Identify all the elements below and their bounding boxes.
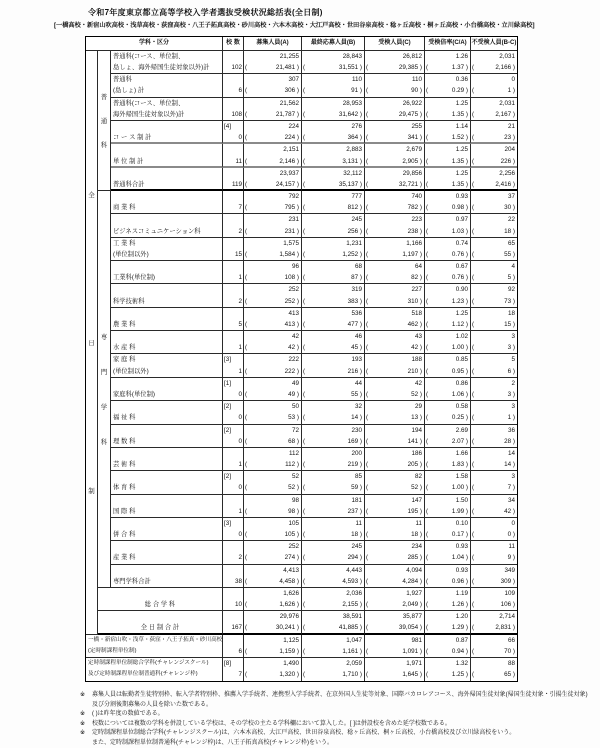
col-examinees: 110 ( 90 )	[365, 74, 425, 97]
col-examinees: 518 ( 462 )	[365, 308, 425, 331]
schools-count: 1	[223, 261, 244, 284]
footnote-item: ※ ( )は昨年度の数値である。	[80, 711, 164, 718]
row-label: 併 合 科	[111, 518, 223, 541]
schools-count: 2	[223, 284, 244, 307]
col-recruit: 29,976 ( 30,241 )	[244, 611, 302, 634]
schools-count: 15	[223, 238, 244, 261]
col-ratio: 1.25 ( 1.35 )	[425, 98, 471, 121]
col-applicants: 28,953 ( 31,642 )	[302, 98, 365, 121]
col-examinees: 1,971 ( 1,645 )	[365, 658, 425, 681]
col-recruit: 307 ( 306 )	[244, 74, 302, 97]
col-recruit: 1,125 ( 1,159 )	[244, 635, 302, 658]
col-ratio: 0.93 ( 0.96 )	[425, 565, 471, 588]
row-label: コ ー ス 制 計	[111, 121, 223, 144]
col-absent: 36 ( 28 )	[471, 425, 517, 448]
schools-count: 2	[223, 541, 244, 564]
col-ratio: 0.86 ( 1.06 )	[425, 378, 471, 401]
schools-count: [3] 1	[223, 354, 244, 377]
col-applicants: 319 ( 383 )	[302, 284, 365, 307]
col-examinees: 740 ( 782 )	[365, 191, 425, 214]
col-examinees: 29,856 ( 32,721 )	[365, 168, 425, 191]
col-ratio: 1.58 ( 1.00 )	[425, 471, 471, 494]
schools-count: 1	[223, 495, 244, 518]
col-absent: 65 ( 55 )	[471, 238, 517, 261]
col-absent: 109 ( 106 )	[471, 588, 517, 611]
row-label: 理 数 科	[111, 425, 223, 448]
col-ratio: 1.50 ( 1.99 )	[425, 495, 471, 518]
header-dept: 学科・区分	[86, 37, 223, 51]
schools-count: [3] 0	[223, 518, 244, 541]
col-absent: 21 ( 23 )	[471, 121, 517, 144]
col-examinees: 147 ( 195 )	[365, 495, 425, 518]
row-label: 専門学科合計	[111, 565, 223, 588]
col-ratio: 0.85 ( 0.95 )	[425, 354, 471, 377]
schools-count: 6	[223, 635, 244, 658]
vertical-label-fulltime: 全 日 制	[86, 51, 98, 635]
col-applicants: 245 ( 294 )	[302, 541, 365, 564]
row-label: 家 庭 科 (単位制以外)	[111, 354, 223, 377]
col-examinees: 194 ( 141 )	[365, 425, 425, 448]
col-absent: 34 ( 42 )	[471, 495, 517, 518]
summary-table	[85, 36, 518, 682]
schools-count: 5	[223, 308, 244, 331]
col-applicants: 68 ( 87 )	[302, 261, 365, 284]
col-absent: 204 ( 226 )	[471, 144, 517, 167]
col-absent: 5 ( 6 )	[471, 354, 517, 377]
col-recruit: 222 ( 222 )	[244, 354, 302, 377]
col-applicants: 32,112 ( 35,137 )	[302, 168, 365, 191]
col-applicants: 32 ( 14 )	[302, 401, 365, 424]
col-examinees: 64 ( 82 )	[365, 261, 425, 284]
schools-count: 119	[223, 168, 244, 191]
schools-count: 108	[223, 98, 244, 121]
col-applicants: 38,591 ( 41,885 )	[302, 611, 365, 634]
col-ratio: 0.97 ( 1.03 )	[425, 214, 471, 237]
header-examinees: 受検人員(C)	[365, 37, 425, 51]
col-recruit: 1,490 ( 1,320 )	[244, 658, 302, 681]
col-absent: 0 ( 0 )	[471, 518, 517, 541]
col-ratio: 1.25 ( 1.35 )	[425, 168, 471, 191]
col-examinees: 35,877 ( 39,054 )	[365, 611, 425, 634]
schools-count: 38	[223, 565, 244, 588]
col-recruit: 4,413 ( 4,458 )	[244, 565, 302, 588]
col-recruit: 252 ( 274 )	[244, 541, 302, 564]
schools-count: 1	[223, 331, 244, 354]
schools-count: 7	[223, 191, 244, 214]
col-recruit: 252 ( 252 )	[244, 284, 302, 307]
schools-count: [4] 0	[223, 121, 244, 144]
col-applicants: 2,036 ( 2,155 )	[302, 588, 365, 611]
col-absent: 22 ( 18 )	[471, 214, 517, 237]
col-applicants: 2,059 ( 1,710 )	[302, 658, 365, 681]
col-applicants: 1,231 ( 1,252 )	[302, 238, 365, 261]
schools-count: 10	[223, 588, 244, 611]
col-ratio: 0.74 ( 0.76 )	[425, 238, 471, 261]
col-examinees: 981 ( 1,091 )	[365, 635, 425, 658]
row-label: 産 業 科	[111, 541, 223, 564]
col-applicants: 193 ( 216 )	[302, 354, 365, 377]
col-applicants: 4,443 ( 4,593 )	[302, 565, 365, 588]
col-examinees: 26,922 ( 29,475 )	[365, 98, 425, 121]
col-ratio: 0.67 ( 0.76 )	[425, 261, 471, 284]
col-absent: 66 ( 70 )	[471, 635, 517, 658]
col-examinees: 42 ( 52 )	[365, 378, 425, 401]
col-examinees: 11 ( 18 )	[365, 518, 425, 541]
col-absent: 37 ( 30 )	[471, 191, 517, 214]
col-ratio: 0.90 ( 1.23 )	[425, 284, 471, 307]
row-label: 家庭科(単位制)	[111, 378, 223, 401]
col-recruit: 23,937 ( 24,157 )	[244, 168, 302, 191]
col-ratio: 1.14 ( 1.52 )	[425, 121, 471, 144]
col-absent: 14 ( 14 )	[471, 448, 517, 471]
col-applicants: 11 ( 18 )	[302, 518, 365, 541]
col-ratio: 0.58 ( 0.25 )	[425, 401, 471, 424]
col-applicants: 85 ( 59 )	[302, 471, 365, 494]
col-absent: 2 ( 3 )	[471, 378, 517, 401]
col-ratio: 0.36 ( 0.29 )	[425, 74, 471, 97]
col-absent: 2,714 ( 2,831 )	[471, 611, 517, 634]
row-label: ビジネスコミュニケーション科	[111, 214, 223, 237]
col-examinees: 4,094 ( 4,284 )	[365, 565, 425, 588]
page-title: 令和7年度東京都立高等学校入学者選抜受検状況総括表(全日制)	[88, 8, 323, 17]
col-recruit: 792 ( 795 )	[244, 191, 302, 214]
col-examinees: 29 ( 13 )	[365, 401, 425, 424]
col-absent: 2,256 ( 2,416 )	[471, 168, 517, 191]
row-label: 水 産 科	[111, 331, 223, 354]
col-applicants: 276 ( 364 )	[302, 121, 365, 144]
col-absent: 2,031 ( 2,166 )	[471, 51, 517, 74]
footnote-item: また、定時制課程単位制普通科(チャレンジ枠)は、八王子拓真高校(チャレンジ枠)をいう。	[92, 739, 334, 746]
row-label: 国 際 科	[111, 495, 223, 518]
col-examinees: 82 ( 52 )	[365, 471, 425, 494]
schools-count: 1	[223, 448, 244, 471]
col-applicants: 181 ( 237 )	[302, 495, 365, 518]
col-examinees: 2,679 ( 2,905 )	[365, 144, 425, 167]
footnote-item: ※ 募集人員は転勤者生徒特別枠、転入学者特別枠、推薦入学手続者、連携型入学手続者、在京外国人生徒等対象、国際バカロレアコース、海外帰国生徒対象(帰国生徒対象・引揚生徒対象)	[80, 692, 588, 698]
col-applicants: 1,047 ( 1,161 )	[302, 635, 365, 658]
col-absent: 3 ( 3 )	[471, 331, 517, 354]
footnote-item: ※ 校数については複数の学科を併設している学校は、その学校の主たる学科欄において算入した。[ ]は併設校を含めた延学校数である。	[80, 720, 451, 727]
col-absent: 92 ( 73 )	[471, 284, 517, 307]
col-absent: 18 ( 15 )	[471, 308, 517, 331]
schools-count: [8] 7	[223, 658, 244, 681]
row-label: 普通科 (島しょ) 計	[111, 74, 223, 97]
col-absent: 4 ( 5 )	[471, 261, 517, 284]
col-absent: 0 ( 1 )	[471, 74, 517, 97]
school-list-subtitle: [一橋高校・新宿山吹高校・浅草高校・荻窪高校・八王子拓真高校・砂川高校・六本木高校・大江戸高校・世田谷泉高校・稔ヶ丘高校・桐ヶ丘高校・小台橋高校・立川緑高校]	[54, 22, 535, 29]
col-applicants: 110 ( 91 )	[302, 74, 365, 97]
col-applicants: 44 ( 55 )	[302, 378, 365, 401]
vertical-label-specialist-course: 専 門 学 科	[98, 191, 111, 588]
row-label: 普通科合計	[111, 168, 223, 191]
col-applicants: 28,843 ( 31,551 )	[302, 51, 365, 74]
header-ratio: 受検倍率(C/A)	[425, 37, 471, 51]
row-label: 普通科(コース、単位制、 島しょ、海外帰国生徒対象以外)計	[111, 51, 223, 74]
col-recruit: 21,562 ( 21,787 )	[244, 98, 302, 121]
header-schools: 校 数	[223, 37, 244, 51]
col-examinees: 255 ( 341 )	[365, 121, 425, 144]
col-recruit: 112 ( 112 )	[244, 448, 302, 471]
col-examinees: 188 ( 210 )	[365, 354, 425, 377]
col-examinees: 26,812 ( 29,385 )	[365, 51, 425, 74]
row-label: 商 業 科	[111, 191, 223, 214]
col-applicants: 200 ( 219 )	[302, 448, 365, 471]
col-recruit: 231 ( 231 )	[244, 214, 302, 237]
schools-count: 2	[223, 214, 244, 237]
col-recruit: 52 ( 52 )	[244, 471, 302, 494]
schools-count: [2] 0	[223, 401, 244, 424]
col-absent: 88 ( 65 )	[472, 659, 515, 679]
col-recruit: 224 ( 224 )	[244, 121, 302, 144]
col-ratio: 1.19 ( 1.26 )	[425, 588, 471, 611]
col-recruit: 21,255 ( 21,481 )	[244, 51, 302, 74]
header-applicants: 最終応募人員(B)	[302, 37, 365, 51]
col-recruit: 98 ( 98 )	[244, 495, 302, 518]
col-recruit: 96 ( 108 )	[244, 261, 302, 284]
row-label: 単 位 制 計	[111, 144, 223, 167]
col-ratio: 0.93 ( 1.04 )	[425, 541, 471, 564]
col-ratio: 1.02 ( 1.00 )	[425, 331, 471, 354]
schools-count: 102	[223, 51, 244, 74]
col-recruit: 2,151 ( 2,146 )	[244, 144, 302, 167]
row-label: 芸 術 科	[111, 448, 223, 471]
col-applicants: 245 ( 256 )	[302, 214, 365, 237]
row-label: 科学技術科	[111, 284, 223, 307]
header-absent: 不受検人員(B-C)	[471, 37, 517, 51]
row-label: 福 祉 科	[111, 401, 223, 424]
col-recruit: 72 ( 68 )	[244, 425, 302, 448]
col-ratio: 1.66 ( 1.83 )	[425, 448, 471, 471]
col-ratio: 0.87 ( 0.94 )	[425, 635, 471, 658]
row-label: 農 業 科	[111, 308, 223, 331]
row-label: 普通科(コース、単位制、 海外帰国生徒対象以外)計	[111, 98, 223, 121]
footnote-item: 及び分割後期募集の人員を除いた数である。	[92, 701, 213, 708]
col-applicants: 2,883 ( 3,131 )	[302, 144, 365, 167]
col-ratio: 1.25 ( 1.12 )	[425, 308, 471, 331]
col-applicants: 536 ( 477 )	[302, 308, 365, 331]
col-ratio: 0.10 ( 0.17 )	[425, 518, 471, 541]
col-applicants: 46 ( 45 )	[302, 331, 365, 354]
col-examinees: 186 ( 205 )	[365, 448, 425, 471]
col-recruit: 42 ( 42 )	[244, 331, 302, 354]
schools-count: [1] 0	[223, 378, 244, 401]
row-label: 定時制課程単位制総合学科(チャレンジスクール) 及び定時制課程単位制普通科(チャレンジ枠)	[86, 658, 223, 681]
schools-count: 167	[223, 611, 244, 634]
col-ratio: 2.69 ( 2.07 )	[425, 425, 471, 448]
col-examinees: 1,927 ( 2,049 )	[365, 588, 425, 611]
col-examinees: 227 ( 310 )	[365, 284, 425, 307]
col-absent: 2,031 ( 2,167 )	[471, 98, 517, 121]
header-recruit: 募集人員(A)	[244, 37, 302, 51]
col-ratio: 1.26 ( 1.37 )	[425, 51, 471, 74]
row-label: 工 業 科 (単位制以外)	[111, 238, 223, 261]
col-examinees: 1,166 ( 1,197 )	[365, 238, 425, 261]
row-label: 全 日 制 合 計	[98, 611, 223, 634]
col-applicants: 230 ( 169 )	[302, 425, 365, 448]
col-recruit: 50 ( 53 )	[244, 401, 302, 424]
col-absent: 3 ( 1 )	[471, 401, 517, 424]
col-recruit: 413 ( 413 )	[244, 308, 302, 331]
col-recruit: 49 ( 49 )	[244, 378, 302, 401]
schools-count: [2] 0	[223, 425, 244, 448]
col-absent: 349 ( 309 )	[471, 565, 517, 588]
row-label: 総 合 学 科	[98, 588, 223, 611]
col-absent: 11 ( 9 )	[471, 541, 517, 564]
row-label: 体 育 科	[111, 471, 223, 494]
col-recruit: 105 ( 105 )	[244, 518, 302, 541]
col-ratio: 1.32 ( 1.25 )	[425, 658, 471, 681]
schools-count: 6	[223, 74, 244, 97]
col-ratio: 1.20 ( 1.29 )	[425, 611, 471, 634]
footnote-item: ※ 定時制課程単位制総合学科(チャレンジスクール)は、六本木高校、大江戸高校、世田谷泉高校、稔ヶ丘高校、桐ヶ丘高校、小台橋高校及び立川緑高校をいう。	[80, 730, 516, 737]
footnotes	[80, 691, 594, 748]
col-examinees: 223 ( 238 )	[365, 214, 425, 237]
col-ratio: 0.93 ( 0.98 )	[425, 191, 471, 214]
col-examinees: 234 ( 285 )	[365, 541, 425, 564]
schools-count: [2] 0	[223, 471, 244, 494]
col-recruit: 1,575 ( 1,584 )	[244, 238, 302, 261]
row-label: 工業科(単位制)	[111, 261, 223, 284]
schools-count: 11	[223, 144, 244, 167]
col-applicants: 777 ( 812 )	[302, 191, 365, 214]
col-recruit: 1,626 ( 1,626 )	[244, 588, 302, 611]
col-ratio: 1.25 ( 1.35 )	[425, 144, 471, 167]
col-absent: 3 ( 7 )	[471, 471, 517, 494]
col-examinees: 43 ( 42 )	[365, 331, 425, 354]
row-label: 一橋・新宿山吹・浅草・荻窪・八王子拓真・砂川高校 (定時制課程単位制)	[86, 635, 223, 658]
vertical-label-general-course: 普 通 科	[98, 51, 111, 191]
